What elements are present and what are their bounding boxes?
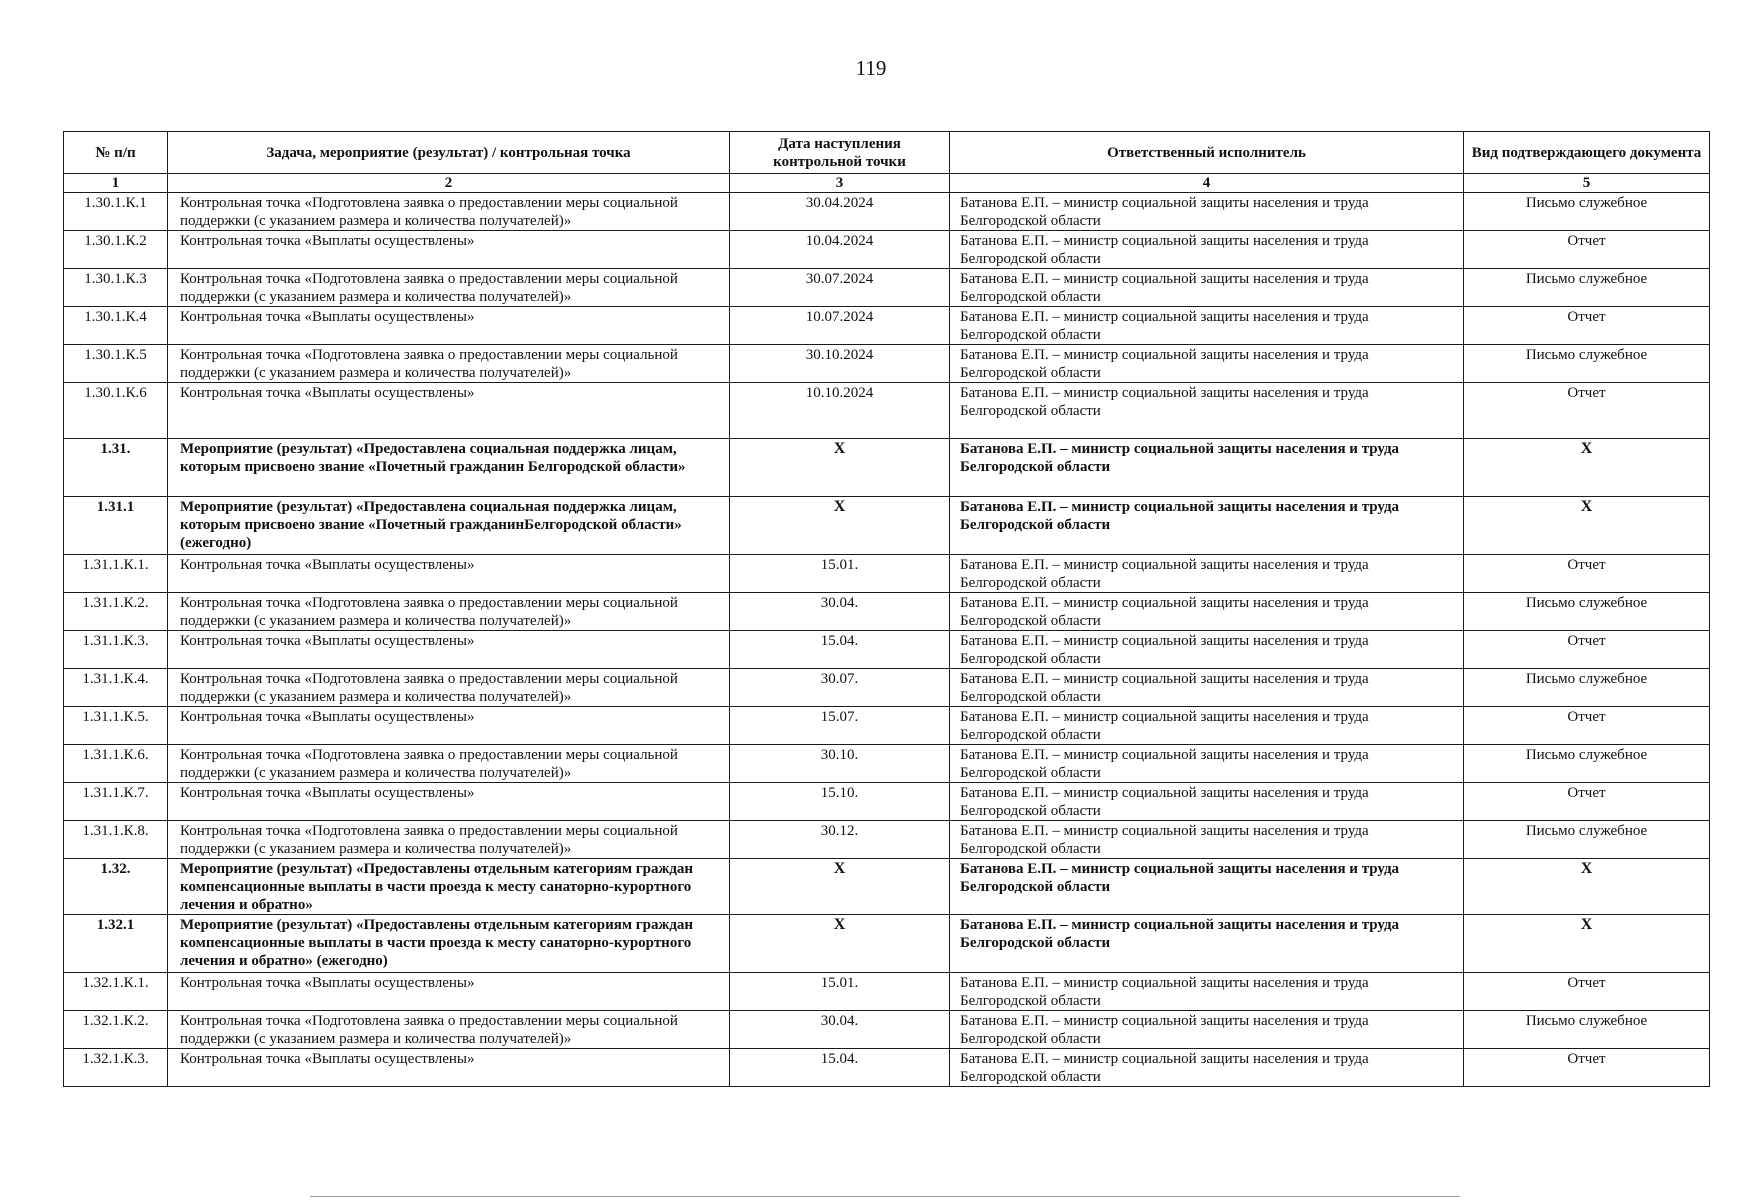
table-row: [64, 193, 1710, 231]
cell-num: 1.31.1.К.5.: [64, 707, 168, 745]
cell-num: 1.30.1.К.1: [64, 193, 168, 231]
table-row: [64, 1011, 1710, 1049]
column-number: 2: [168, 174, 730, 193]
cell-num: 1.32.1: [64, 915, 168, 973]
cell-doc-type: Письмо служебное: [1464, 669, 1710, 707]
table-row: [64, 915, 1710, 973]
cell-date: 30.04.: [730, 593, 950, 631]
cell-date: X: [730, 439, 950, 497]
cell-date: X: [730, 497, 950, 555]
cell-task: Контрольная точка «Выплаты осуществлены»: [168, 1049, 730, 1087]
cell-num: 1.30.1.К.2: [64, 231, 168, 269]
cell-date: 30.10.2024: [730, 345, 950, 383]
cell-executor: Батанова Е.П. – министр социальной защиты населения и труда Белгородской области: [950, 439, 1464, 497]
cell-task: Контрольная точка «Выплаты осуществлены»: [168, 707, 730, 745]
cell-task: Контрольная точка «Выплаты осуществлены»: [168, 631, 730, 669]
cell-num: 1.31.1.К.8.: [64, 821, 168, 859]
cell-date: 30.10.: [730, 745, 950, 783]
cell-doc-type: X: [1464, 439, 1710, 497]
column-number: 4: [950, 174, 1464, 193]
table-row: [64, 231, 1710, 269]
cell-num: 1.32.1.К.3.: [64, 1049, 168, 1087]
cell-date: 15.01.: [730, 973, 950, 1011]
table-row: [64, 973, 1710, 1011]
cell-executor: Батанова Е.П. – министр социальной защиты населения и труда Белгородской области: [950, 193, 1464, 231]
cell-doc-type: Письмо служебное: [1464, 821, 1710, 859]
cell-task: Мероприятие (результат) «Предоставлены отдельным категориям граждан компенсационные выплаты в части проезда к месту санаторно-курортного лечения и обратно» (ежегодно): [168, 915, 730, 973]
header-num: № п/п: [64, 132, 168, 174]
cell-num: 1.30.1.К.4: [64, 307, 168, 345]
cell-doc-type: Письмо служебное: [1464, 345, 1710, 383]
cell-doc-type: X: [1464, 915, 1710, 973]
table-row: [64, 859, 1710, 915]
cell-num: 1.31.1.К.6.: [64, 745, 168, 783]
column-number-row: [64, 174, 1710, 193]
cell-date: 30.07.: [730, 669, 950, 707]
cell-executor: Батанова Е.П. – министр социальной защиты населения и труда Белгородской области: [950, 1011, 1464, 1049]
cell-date: X: [730, 859, 950, 915]
cell-date: 30.07.2024: [730, 269, 950, 307]
cell-task: Мероприятие (результат) «Предоставлены отдельным категориям граждан компенсационные выплаты в части проезда к месту санаторно-курортного лечения и обратно»: [168, 859, 730, 915]
table-row: [64, 1049, 1710, 1087]
cell-num: 1.32.1.К.1.: [64, 973, 168, 1011]
cell-date: 15.04.: [730, 631, 950, 669]
cell-num: 1.31.1.К.3.: [64, 631, 168, 669]
cell-doc-type: X: [1464, 497, 1710, 555]
cell-num: 1.31.1.К.4.: [64, 669, 168, 707]
cell-executor: Батанова Е.П. – министр социальной защиты населения и труда Белгородской области: [950, 973, 1464, 1011]
cell-doc-type: Письмо служебное: [1464, 745, 1710, 783]
cell-task: Контрольная точка «Подготовлена заявка о предоставлении меры социальной поддержки (с указанием размера и количества получателей)»: [168, 593, 730, 631]
cell-executor: Батанова Е.П. – министр социальной защиты населения и труда Белгородской области: [950, 383, 1464, 439]
column-number: 1: [64, 174, 168, 193]
cell-num: 1.30.1.К.3: [64, 269, 168, 307]
cell-task: Контрольная точка «Подготовлена заявка о предоставлении меры социальной поддержки (с указанием размера и количества получателей)»: [168, 345, 730, 383]
cell-executor: Батанова Е.П. – министр социальной защиты населения и труда Белгородской области: [950, 745, 1464, 783]
cell-doc-type: Отчет: [1464, 1049, 1710, 1087]
cell-doc-type: Отчет: [1464, 707, 1710, 745]
cell-executor: Батанова Е.П. – министр социальной защиты населения и труда Белгородской области: [950, 821, 1464, 859]
cell-doc-type: Отчет: [1464, 783, 1710, 821]
cell-doc-type: Отчет: [1464, 231, 1710, 269]
cell-task: Контрольная точка «Выплаты осуществлены»: [168, 231, 730, 269]
cell-executor: Батанова Е.П. – министр социальной защиты населения и труда Белгородской области: [950, 345, 1464, 383]
cell-task: Контрольная точка «Выплаты осуществлены»: [168, 783, 730, 821]
cell-date: 30.12.: [730, 821, 950, 859]
column-number: 5: [1464, 174, 1710, 193]
header-task: Задача, мероприятие (результат) / контрольная точка: [168, 132, 730, 174]
cell-task: Контрольная точка «Подготовлена заявка о предоставлении меры социальной поддержки (с указанием размера и количества получателей)»: [168, 669, 730, 707]
table-row: [64, 821, 1710, 859]
cell-num: 1.31.1.К.1.: [64, 555, 168, 593]
cell-executor: Батанова Е.П. – министр социальной защиты населения и труда Белгородской области: [950, 497, 1464, 555]
cell-executor: Батанова Е.П. – министр социальной защиты населения и труда Белгородской области: [950, 859, 1464, 915]
table-row: [64, 745, 1710, 783]
cell-num: 1.30.1.К.5: [64, 345, 168, 383]
header-date: Дата наступления контрольной точки: [730, 132, 950, 174]
cell-task: Мероприятие (результат) «Предоставлена социальная поддержка лицам, которым присвоено звание «Почетный гражданин Белгородской области»: [168, 439, 730, 497]
cell-doc-type: Отчет: [1464, 973, 1710, 1011]
cell-num: 1.31.: [64, 439, 168, 497]
cell-date: 10.04.2024: [730, 231, 950, 269]
table-row: [64, 383, 1710, 439]
cell-executor: Батанова Е.П. – министр социальной защиты населения и труда Белгородской области: [950, 1049, 1464, 1087]
cell-executor: Батанова Е.П. – министр социальной защиты населения и труда Белгородской области: [950, 307, 1464, 345]
cell-date: 10.10.2024: [730, 383, 950, 439]
cell-doc-type: Отчет: [1464, 555, 1710, 593]
cell-task: Контрольная точка «Подготовлена заявка о предоставлении меры социальной поддержки (с указанием размера и количества получателей)»: [168, 745, 730, 783]
cell-num: 1.31.1: [64, 497, 168, 555]
cell-executor: Батанова Е.П. – министр социальной защиты населения и труда Белгородской области: [950, 631, 1464, 669]
cell-doc-type: X: [1464, 859, 1710, 915]
table-row: [64, 631, 1710, 669]
table-row: [64, 269, 1710, 307]
cell-date: 15.07.: [730, 707, 950, 745]
bottom-divider: [310, 1196, 1460, 1197]
cell-task: Контрольная точка «Подготовлена заявка о предоставлении меры социальной поддержки (с указанием размера и количества получателей)»: [168, 1011, 730, 1049]
cell-num: 1.32.: [64, 859, 168, 915]
cell-executor: Батанова Е.П. – министр социальной защиты населения и труда Белгородской области: [950, 783, 1464, 821]
cell-date: 30.04.: [730, 1011, 950, 1049]
cell-task: Мероприятие (результат) «Предоставлена социальная поддержка лицам, которым присвоено звание «Почетный гражданинБелгородской области» (ежегодно): [168, 497, 730, 555]
cell-date: X: [730, 915, 950, 973]
cell-task: Контрольная точка «Выплаты осуществлены»: [168, 973, 730, 1011]
cell-date: 30.04.2024: [730, 193, 950, 231]
header-doc: Вид подтверждающего документа: [1464, 132, 1710, 174]
column-number: 3: [730, 174, 950, 193]
cell-doc-type: Отчет: [1464, 631, 1710, 669]
table-row: [64, 345, 1710, 383]
table-row: [64, 783, 1710, 821]
cell-task: Контрольная точка «Подготовлена заявка о предоставлении меры социальной поддержки (с указанием размера и количества получателей)»: [168, 269, 730, 307]
cell-task: Контрольная точка «Выплаты осуществлены»: [168, 555, 730, 593]
cell-num: 1.31.1.К.7.: [64, 783, 168, 821]
cell-doc-type: Письмо служебное: [1464, 593, 1710, 631]
cell-executor: Батанова Е.П. – министр социальной защиты населения и труда Белгородской области: [950, 231, 1464, 269]
table-row: [64, 439, 1710, 497]
cell-doc-type: Отчет: [1464, 383, 1710, 439]
cell-executor: Батанова Е.П. – министр социальной защиты населения и труда Белгородской области: [950, 555, 1464, 593]
table-header-row: [64, 132, 1710, 174]
table-row: [64, 669, 1710, 707]
cell-num: 1.30.1.К.6: [64, 383, 168, 439]
cell-task: Контрольная точка «Подготовлена заявка о предоставлении меры социальной поддержки (с указанием размера и количества получателей)»: [168, 821, 730, 859]
table-row: [64, 555, 1710, 593]
table-body: [64, 193, 1710, 1087]
cell-num: 1.32.1.К.2.: [64, 1011, 168, 1049]
cell-date: 15.10.: [730, 783, 950, 821]
cell-task: Контрольная точка «Выплаты осуществлены»: [168, 307, 730, 345]
cell-doc-type: Письмо служебное: [1464, 269, 1710, 307]
page-number: 119: [855, 56, 887, 80]
cell-executor: Батанова Е.П. – министр социальной защиты населения и труда Белгородской области: [950, 593, 1464, 631]
cell-executor: Батанова Е.П. – министр социальной защиты населения и труда Белгородской области: [950, 915, 1464, 973]
cell-doc-type: Письмо служебное: [1464, 1011, 1710, 1049]
cell-executor: Батанова Е.П. – министр социальной защиты населения и труда Белгородской области: [950, 707, 1464, 745]
control-points-table: [63, 131, 1710, 1087]
cell-task: Контрольная точка «Выплаты осуществлены»: [168, 383, 730, 439]
cell-date: 10.07.2024: [730, 307, 950, 345]
cell-doc-type: Отчет: [1464, 307, 1710, 345]
table-row: [64, 497, 1710, 555]
cell-task: Контрольная точка «Подготовлена заявка о предоставлении меры социальной поддержки (с указанием размера и количества получателей)»: [168, 193, 730, 231]
header-executor: Ответственный исполнитель: [950, 132, 1464, 174]
cell-date: 15.04.: [730, 1049, 950, 1087]
cell-executor: Батанова Е.П. – министр социальной защиты населения и труда Белгородской области: [950, 269, 1464, 307]
cell-doc-type: Письмо служебное: [1464, 193, 1710, 231]
table-row: [64, 707, 1710, 745]
cell-executor: Батанова Е.П. – министр социальной защиты населения и труда Белгородской области: [950, 669, 1464, 707]
table-row: [64, 307, 1710, 345]
cell-num: 1.31.1.К.2.: [64, 593, 168, 631]
table-row: [64, 593, 1710, 631]
cell-date: 15.01.: [730, 555, 950, 593]
